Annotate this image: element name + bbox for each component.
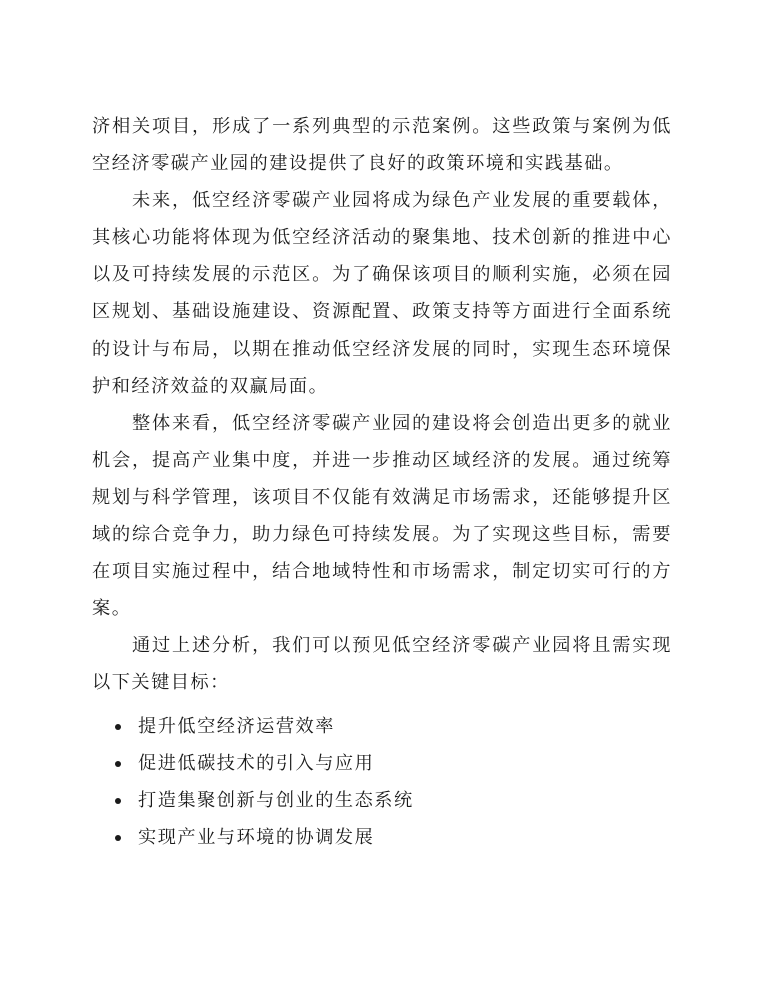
list-item-text: 提升低空经济运营效率 [138, 715, 335, 737]
list-item-text: 打造集聚创新与创业的生态系统 [138, 789, 414, 811]
list-item [92, 819, 672, 856]
bullet-dot-icon [115, 835, 121, 841]
key-goals-list [92, 708, 672, 856]
paragraph-4: 通过上述分析，我们可以预见低空经济零碳产业园将且需实现以下关键目标： [92, 635, 672, 694]
list-item [92, 782, 672, 819]
list-item [92, 745, 672, 782]
paragraph-3: 整体来看，低空经济零碳产业园的建设将会创造出更多的就业机会，提高产业集中度，并进一步推动区域经济的发展。通过统筹规划与科学管理，该项目不仅能有效满足市场需求，还能够提升区域的综合竞争力，助力绿色可持续发展。为了实现这些目标，需要在项目实施过程中，结合地域特性和市场需求，制定切实可行的方案。 [92, 412, 672, 620]
document-page [92, 108, 672, 856]
paragraph-2: 未来，低空经济零碳产业园将成为绿色产业发展的重要载体，其核心功能将体现为低空经济活动的聚集地、技术创新的推进中心以及可持续发展的示范区。为了确保该项目的顺利实施，必须在园区规划、基础设施建设、资源配置、政策支持等方面进行全面系统的设计与布局，以期在推动低空经济发展的同时，实现生态环境保护和经济效益的双赢局面。 [92, 190, 672, 397]
paragraph-1: 济相关项目，形成了一系列典型的示范案例。这些政策与案例为低空经济零碳产业园的建设提供了良好的政策环境和实践基础。 [92, 116, 672, 175]
list-item [92, 708, 672, 745]
list-item-text: 实现产业与环境的协调发展 [138, 826, 375, 848]
bullet-dot-icon [115, 798, 121, 804]
bullet-dot-icon [115, 724, 121, 730]
bullet-dot-icon [115, 761, 121, 767]
list-item-text: 促进低碳技术的引入与应用 [138, 752, 375, 774]
